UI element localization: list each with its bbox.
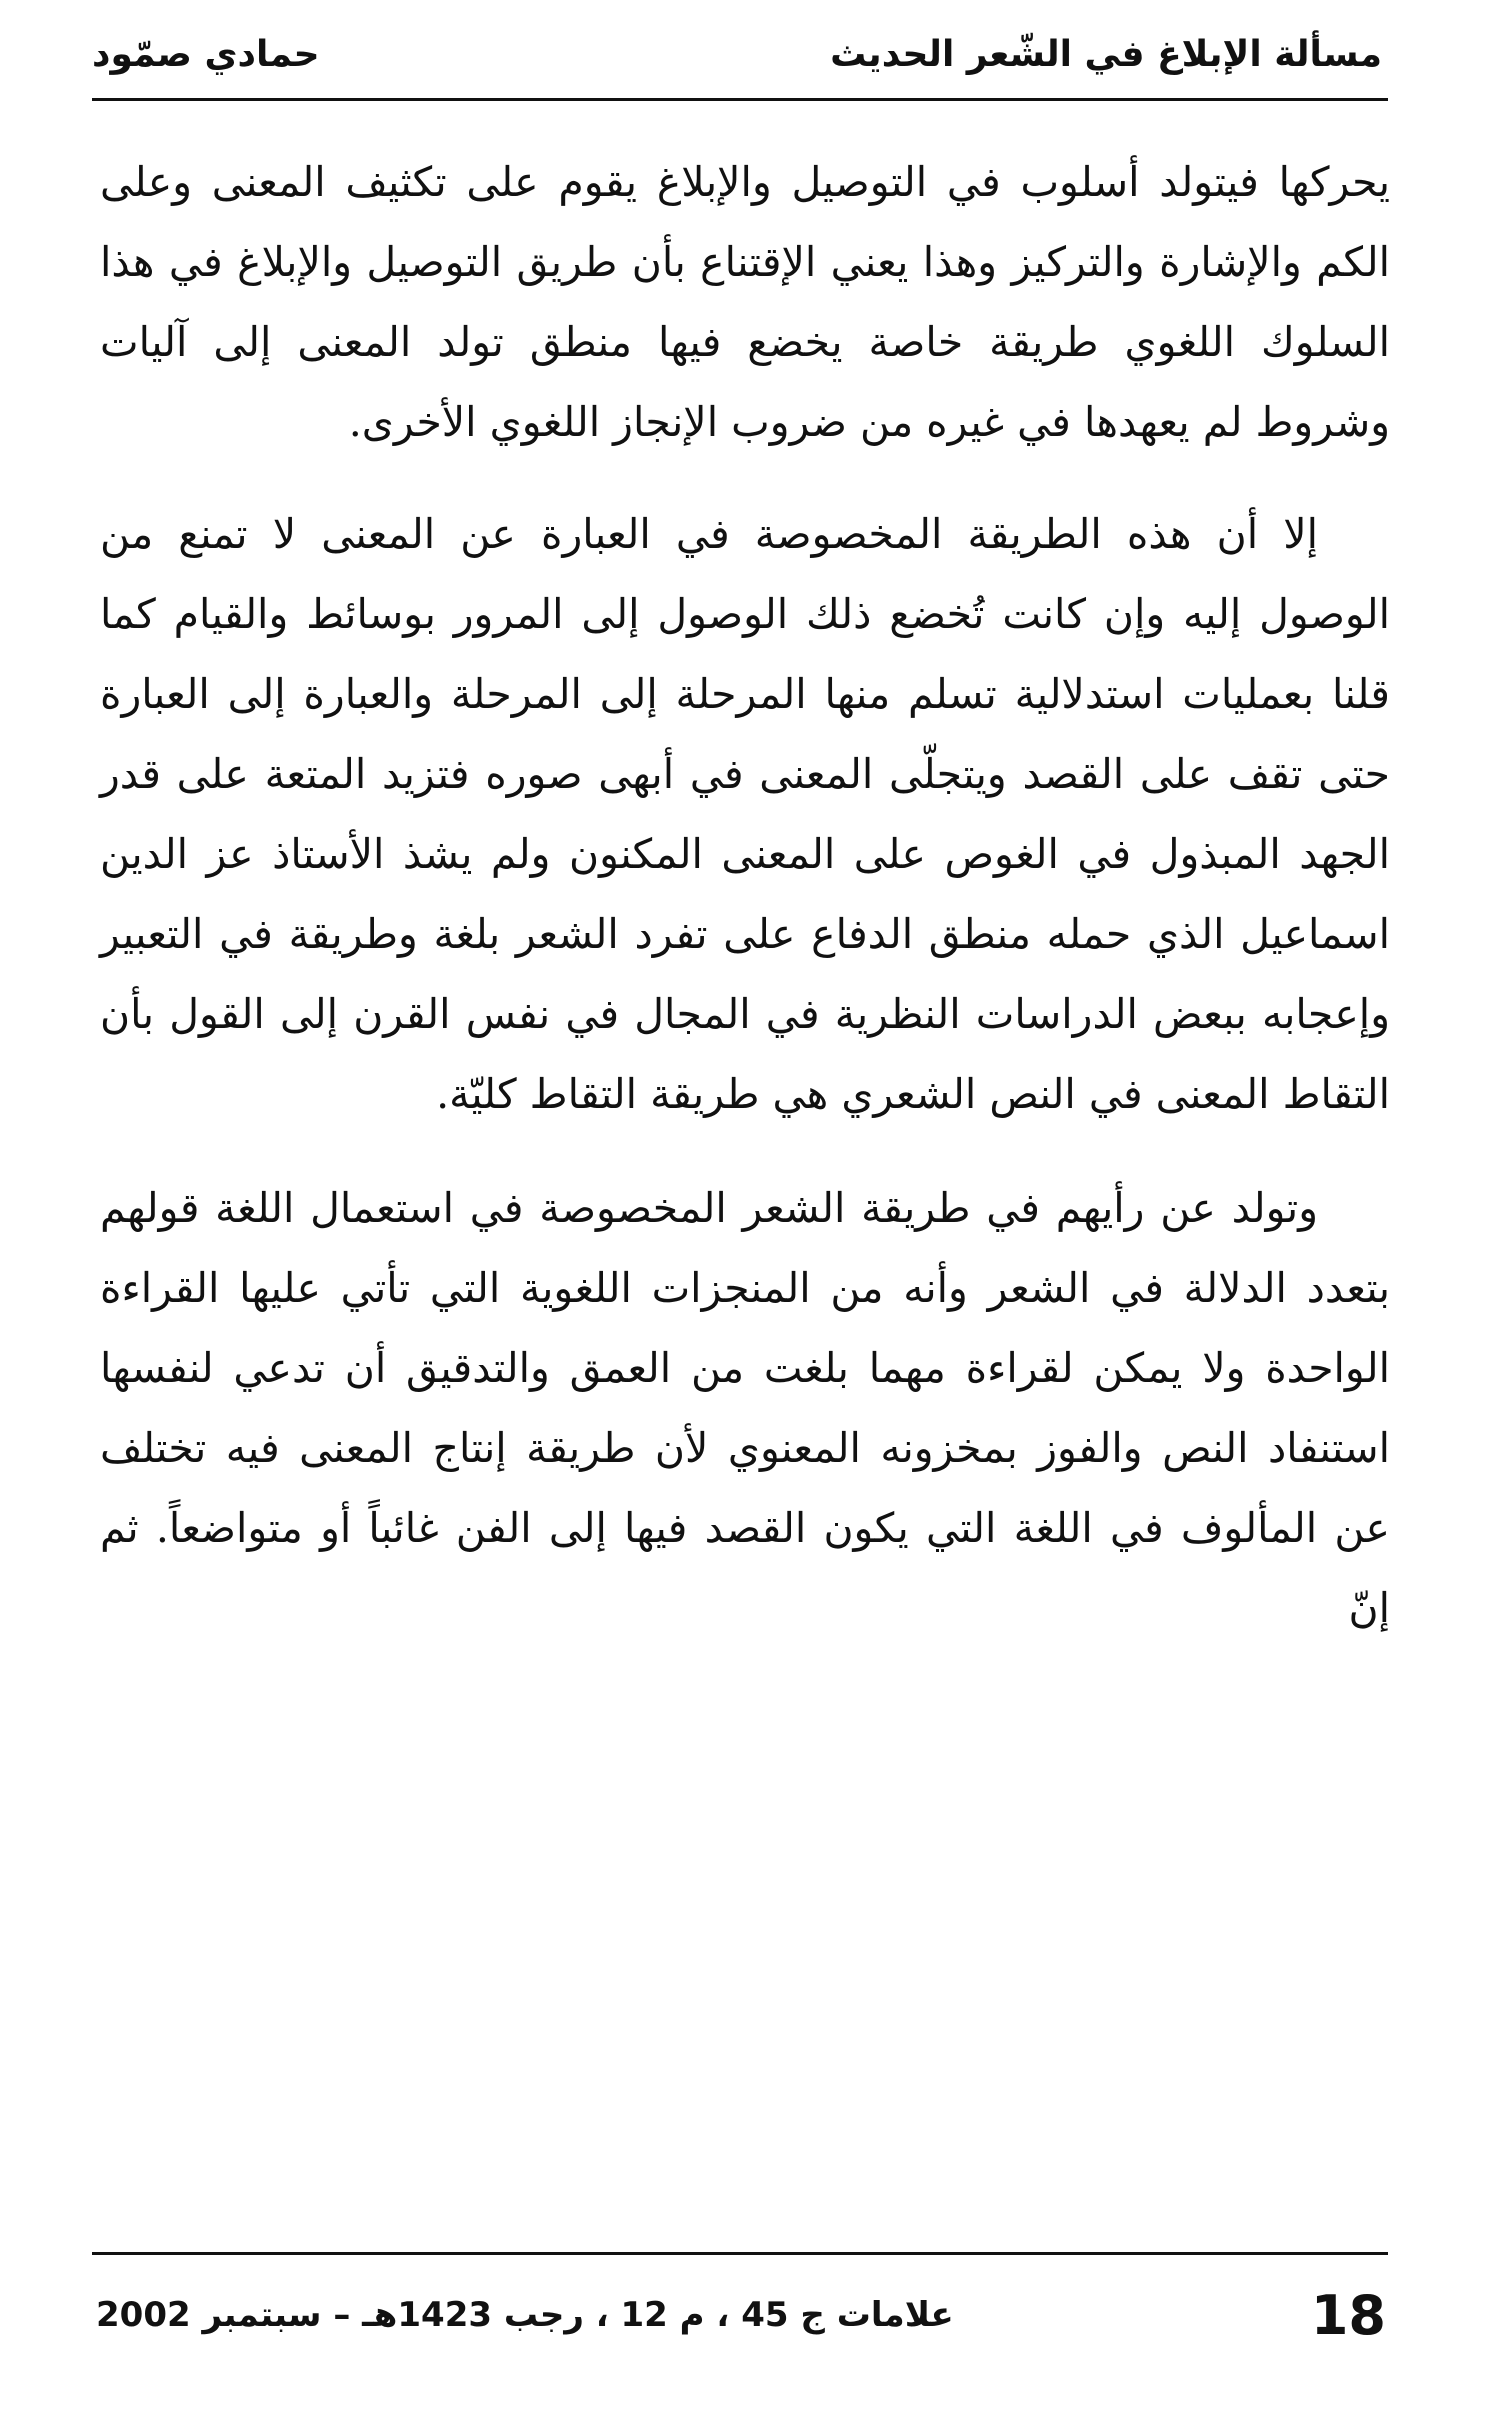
running-header	[92, 28, 1382, 80]
article-title: مسألة الإبلاغ في الشّعر الحديث	[830, 33, 1382, 75]
header-divider	[92, 98, 1388, 101]
paragraph-3: وتولد عن رأيهم في طريقة الشعر المخصوصة في استعمال اللغة قولهم بتعدد الدلالة في الشعر وأنه من المنجزات اللغوية التي تأتي عليها القراءة الواحدة ولا يمكن لقراءة مهما بلغت من العمق والتدقيق أن تدعي لنفسها استنفاد النص والفوز بمخزونه المعنوي لأن طريقة إنتاج المعنى فيه تختلف عن المألوف في اللغة التي يكون القصد فيها إلى الفن غائباً أو متواضعاً. ثم إنّ	[100, 1184, 1390, 1632]
author-name: حمادي صمّود	[92, 33, 320, 75]
running-footer	[96, 2270, 1386, 2360]
paragraph-1: يحركها فيتولد أسلوب في التوصيل والإبلاغ يقوم على تكثيف المعنى وعلى الكم والإشارة والتركيز وهذا يعني الإقتناع بأن طريق التوصيل والإبلاغ في هذا السلوك اللغوي طريقة خاصة يخضع فيها منطق تولد المعنى إلى آليات وشروط لم يعهدها في غيره من ضروب الإنجاز اللغوي الأخرى.	[100, 158, 1390, 446]
article-body	[100, 142, 1390, 1648]
journal-issue-info: علامات ج 45 ، م 12 ، رجب 1423هـ – سبتمبر 2002	[96, 2295, 954, 2335]
page-number: 18	[1310, 2283, 1386, 2347]
footer-divider	[92, 2252, 1388, 2255]
paragraph-2: إلا أن هذه الطريقة المخصوصة في العبارة عن المعنى لا تمنع من الوصول إليه وإن كانت تُخضع ذلك الوصول إلى المرور بوسائط والقيام كما قلنا بعمليات استدلالية تسلم منها المرحلة إلى المرحلة والعبارة إلى العبارة حتى تقف على القصد ويتجلّى المعنى في أبهى صوره فتزيد المتعة على قدر الجهد المبذول في الغوص على المعنى المكنون ولم يشذ الأستاذ عز الدين اسماعيل الذي حمله منطق الدفاع على تفرد الشعر بلغة وطريقة في التعبير وإعجابه ببعض الدراسات النظرية في المجال في نفس القرن إلى القول بأن التقاط المعنى في النص الشعري هي طريقة التقاط كليّة.	[100, 510, 1390, 1118]
